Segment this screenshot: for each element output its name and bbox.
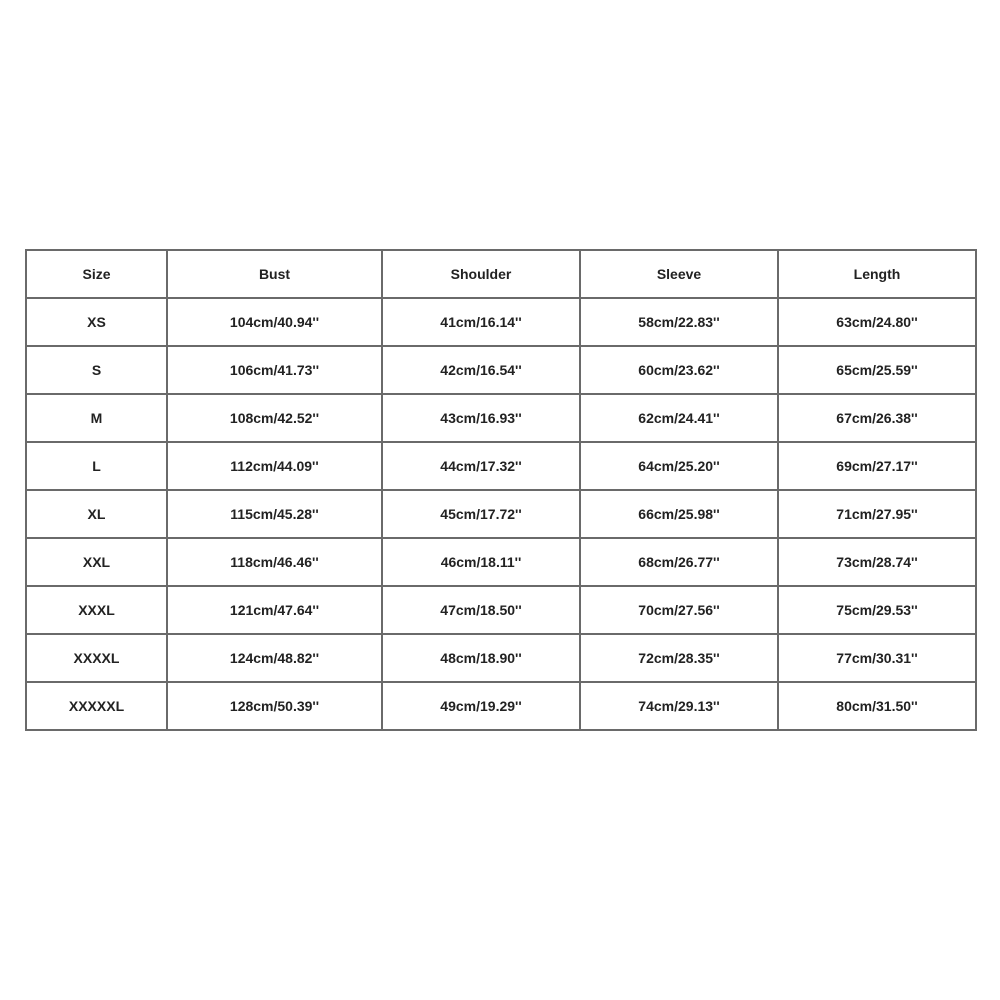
cell-length: 65cm/25.59'' <box>778 346 976 394</box>
cell-shoulder: 41cm/16.14'' <box>382 298 580 346</box>
cell-sleeve: 60cm/23.62'' <box>580 346 778 394</box>
cell-bust: 128cm/50.39'' <box>167 682 382 730</box>
header-length: Length <box>778 250 976 298</box>
cell-sleeve: 68cm/26.77'' <box>580 538 778 586</box>
cell-sleeve: 66cm/25.98'' <box>580 490 778 538</box>
cell-size: XXL <box>26 538 167 586</box>
header-row <box>26 250 976 298</box>
table-row <box>26 682 976 730</box>
cell-size: XL <box>26 490 167 538</box>
cell-sleeve: 62cm/24.41'' <box>580 394 778 442</box>
cell-shoulder: 46cm/18.11'' <box>382 538 580 586</box>
cell-size: M <box>26 394 167 442</box>
table-row <box>26 538 976 586</box>
cell-size: L <box>26 442 167 490</box>
cell-bust: 112cm/44.09'' <box>167 442 382 490</box>
cell-bust: 121cm/47.64'' <box>167 586 382 634</box>
cell-shoulder: 43cm/16.93'' <box>382 394 580 442</box>
cell-length: 63cm/24.80'' <box>778 298 976 346</box>
cell-bust: 108cm/42.52'' <box>167 394 382 442</box>
cell-length: 73cm/28.74'' <box>778 538 976 586</box>
cell-bust: 104cm/40.94'' <box>167 298 382 346</box>
cell-shoulder: 47cm/18.50'' <box>382 586 580 634</box>
header-sleeve: Sleeve <box>580 250 778 298</box>
table-row <box>26 346 976 394</box>
cell-sleeve: 64cm/25.20'' <box>580 442 778 490</box>
cell-sleeve: 70cm/27.56'' <box>580 586 778 634</box>
header-bust: Bust <box>167 250 382 298</box>
cell-bust: 118cm/46.46'' <box>167 538 382 586</box>
cell-length: 71cm/27.95'' <box>778 490 976 538</box>
table-row <box>26 298 976 346</box>
cell-length: 69cm/27.17'' <box>778 442 976 490</box>
cell-shoulder: 48cm/18.90'' <box>382 634 580 682</box>
table-row <box>26 490 976 538</box>
cell-size: XS <box>26 298 167 346</box>
table-row <box>26 442 976 490</box>
cell-sleeve: 58cm/22.83'' <box>580 298 778 346</box>
cell-shoulder: 44cm/17.32'' <box>382 442 580 490</box>
table-row <box>26 586 976 634</box>
cell-shoulder: 45cm/17.72'' <box>382 490 580 538</box>
cell-length: 67cm/26.38'' <box>778 394 976 442</box>
cell-sleeve: 74cm/29.13'' <box>580 682 778 730</box>
cell-bust: 124cm/48.82'' <box>167 634 382 682</box>
cell-length: 80cm/31.50'' <box>778 682 976 730</box>
cell-size: XXXXXL <box>26 682 167 730</box>
cell-length: 77cm/30.31'' <box>778 634 976 682</box>
cell-size: S <box>26 346 167 394</box>
header-shoulder: Shoulder <box>382 250 580 298</box>
cell-bust: 106cm/41.73'' <box>167 346 382 394</box>
cell-shoulder: 49cm/19.29'' <box>382 682 580 730</box>
table-row <box>26 634 976 682</box>
cell-size: XXXXL <box>26 634 167 682</box>
cell-shoulder: 42cm/16.54'' <box>382 346 580 394</box>
cell-length: 75cm/29.53'' <box>778 586 976 634</box>
header-size: Size <box>26 250 167 298</box>
cell-size: XXXL <box>26 586 167 634</box>
table-row <box>26 394 976 442</box>
cell-sleeve: 72cm/28.35'' <box>580 634 778 682</box>
cell-bust: 115cm/45.28'' <box>167 490 382 538</box>
size-chart-table <box>25 249 977 731</box>
